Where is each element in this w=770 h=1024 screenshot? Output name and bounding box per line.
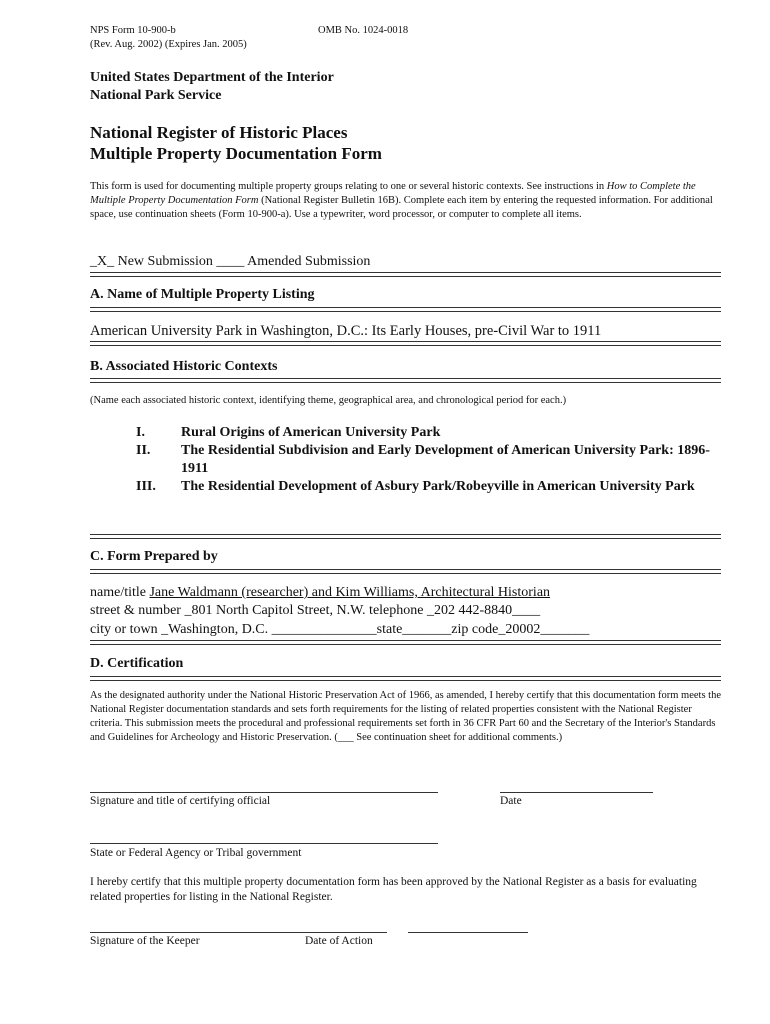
section-c-heading: C. Form Prepared by xyxy=(90,549,218,564)
certifying-official-label: Signature and title of certifying official xyxy=(90,795,271,807)
submission-type[interactable]: _X_ New Submission ____ Amended Submission xyxy=(90,254,371,269)
agency-line[interactable] xyxy=(90,843,438,844)
city-state-zip-field[interactable]: city or town _Washington, D.C. _______________state_______zip code_20002_______ xyxy=(90,622,590,637)
context-item[interactable]: III. The Residential Development of Asbury Park/Robeyville in American University Park xyxy=(136,479,695,494)
divider xyxy=(90,676,721,681)
date-line[interactable] xyxy=(500,792,653,793)
name-title-field[interactable]: name/title Jane Waldmann (researcher) and Kim Williams, Architectural Historian xyxy=(90,585,551,600)
date-of-action-label: Date of Action xyxy=(305,935,373,947)
keeper-signature-line[interactable] xyxy=(90,932,387,933)
section-a-heading: A. Name of Multiple Property Listing xyxy=(90,287,315,302)
divider xyxy=(90,272,721,277)
date-label: Date xyxy=(500,795,522,807)
form-revision: (Rev. Aug. 2002) (Expires Jan. 2005) xyxy=(90,39,247,50)
signature-line[interactable] xyxy=(90,792,438,793)
section-b-heading: B. Associated Historic Contexts xyxy=(90,359,278,374)
omb-number: OMB No. 1024-0018 xyxy=(318,25,409,36)
divider xyxy=(90,341,721,346)
divider xyxy=(90,534,721,539)
agency-label: State or Federal Agency or Tribal government xyxy=(90,847,302,859)
approval-statement: I hereby certify that this multiple property documentation form has been approved by the National Register as a basis for evaluating related properties for listing in the National Register. xyxy=(90,876,697,903)
divider xyxy=(90,640,721,645)
agency-service: National Park Service xyxy=(90,88,222,103)
contexts-instruction: (Name each associated historic context, identifying theme, geographical area, and chronological period for each.) xyxy=(90,395,567,406)
page-title: National Register of Historic Places xyxy=(90,123,348,142)
certification-statement: As the designated authority under the National Historic Preservation Act of 1966, as amended, I hereby certify that this documentation form meets the National Register documentation standards and sets forth requirements for the listing of related properties consistent with the National Register criteria. This submission meets the procedural and professional requirements set forth in 36 CFR Part 60 and the Secretary of the Interior's Standards and Guidelines for Archeology and Historic Preservation. (___ See continuation sheet for additional comments.) xyxy=(90,690,721,743)
agency-department: United States Department of the Interior xyxy=(90,70,334,85)
divider xyxy=(90,569,721,574)
divider xyxy=(90,378,721,383)
historic-contexts-list xyxy=(136,424,736,496)
form-number: NPS Form 10-900-b xyxy=(90,25,176,36)
keeper-signature-label: Signature of the Keeper xyxy=(90,935,200,947)
property-listing-name[interactable]: American University Park in Washington, D.C.: Its Early Houses, pre-Civil War to 1911 xyxy=(90,323,602,339)
context-item[interactable]: I. Rural Origins of American University Park xyxy=(136,425,441,440)
page-subtitle: Multiple Property Documentation Form xyxy=(90,144,382,163)
section-d-heading: D. Certification xyxy=(90,656,184,671)
street-telephone-field[interactable]: street & number _801 North Capitol Street, N.W. telephone _202 442-8840____ xyxy=(90,603,541,618)
intro-paragraph: This form is used for documenting multiple property groups relating to one or several historic contexts. See instructions in How to Complete the Multiple Property Documentation Form (National Register Bulletin 16B). Complete each item by entering the requested information. For additional space, use continuation sheets (Form 10-900-a). Use a typewriter, word processor, or computer to complete all items. xyxy=(90,181,713,220)
date-of-action-line[interactable] xyxy=(408,932,528,933)
context-item[interactable]: II. The Residential Subdivision and Early Development of American University Park: 1896-1911 xyxy=(136,443,710,476)
divider xyxy=(90,307,721,312)
